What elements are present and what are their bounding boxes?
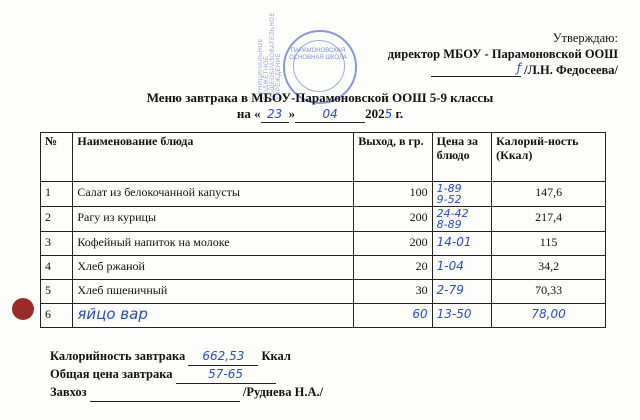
row-num: 2 xyxy=(41,207,73,232)
row-num: 5 xyxy=(41,280,73,304)
menu-title xyxy=(0,90,640,123)
row-num: 3 xyxy=(41,232,73,256)
row-name: Рагу из курицы xyxy=(73,207,354,232)
stamp-vertical-text: МУНИЦИПАЛЬНОЕ БЮДЖЕТНОЕ ОБЩЕОБРАЗОВАТЕЛЬНОЕ УЧРЕЖДЕНИЕ xyxy=(258,12,282,100)
row-num: 1 xyxy=(41,182,73,207)
handwritten-kcal: 78,00 xyxy=(531,307,566,321)
row-price xyxy=(432,232,492,256)
date-end: г. xyxy=(392,106,404,121)
header-num: № xyxy=(41,133,73,182)
row-kcal: 217,4 xyxy=(492,207,606,232)
price-1: 2-79 xyxy=(436,283,464,297)
row-kcal xyxy=(492,304,606,328)
title-line: Меню завтрака в МБОУ-Парамоновской ООШ 5-9 классы xyxy=(146,90,494,105)
row-num: 4 xyxy=(41,256,73,280)
date-mid: » xyxy=(288,106,296,121)
header-name: Наименование блюда xyxy=(73,133,354,182)
table-row xyxy=(41,280,606,304)
header-kcal: Калорий-ность (Ккал) xyxy=(492,133,606,182)
row-price xyxy=(432,256,492,280)
date-month: 04 xyxy=(295,106,365,123)
table-row xyxy=(41,232,606,256)
table-row xyxy=(41,207,606,232)
footer-manager-name: /Руднева Н.А./ xyxy=(242,385,324,399)
date-year-suffix: 5 xyxy=(384,107,393,121)
signature-blank xyxy=(431,60,521,77)
footer-kcal-label: Калорийность завтрака xyxy=(50,349,186,363)
approval-signature-line xyxy=(388,62,618,79)
row-kcal: 34,2 xyxy=(492,256,606,280)
row-kcal: 147,6 xyxy=(492,182,606,207)
price-1: 24-42 xyxy=(436,207,469,220)
price-1: 13-50 xyxy=(436,307,472,321)
row-name: Кофейный напиток на молоке xyxy=(73,232,354,256)
row-name xyxy=(73,304,354,328)
date-prefix: на « xyxy=(236,106,261,121)
row-name: Хлеб пшеничный xyxy=(73,280,354,304)
footer-manager-label: Завхоз xyxy=(50,385,87,399)
date-day: 23 xyxy=(261,106,289,123)
price-1: 1-04 xyxy=(436,259,464,273)
row-price xyxy=(432,304,492,328)
row-name: Хлеб ржаной xyxy=(73,256,354,280)
row-kcal: 115 xyxy=(492,232,606,256)
table-header-row xyxy=(41,133,606,182)
approval-name: /Л.Н. Федосеева/ xyxy=(524,63,618,77)
price-2: 9-52 xyxy=(436,193,462,206)
footer-price-label: Общая цена завтрака xyxy=(50,367,173,381)
row-name: Салат из белокочанной капусты xyxy=(73,182,354,207)
row-price xyxy=(432,182,492,207)
table-row xyxy=(41,182,606,207)
handwritten-dish: яйцо вар xyxy=(77,305,148,323)
menu-table xyxy=(40,132,606,328)
row-num: 6 xyxy=(41,304,73,328)
row-price xyxy=(432,280,492,304)
stamp-center-text: ПАРАМОНОВСКАЯ ОСНОВНАЯ ШКОЛА xyxy=(289,48,347,61)
header-output: Выход, в гр. xyxy=(354,133,432,182)
table-row xyxy=(41,304,606,328)
footer-block xyxy=(50,348,323,402)
row-output: 200 xyxy=(354,207,432,232)
row-output: 20 xyxy=(354,256,432,280)
footer-price-value: 57-65 xyxy=(176,366,276,384)
price-2: 8-89 xyxy=(436,218,462,231)
row-output: 30 xyxy=(354,280,432,304)
date-year-prefix: 202 xyxy=(365,106,385,121)
row-output: 100 xyxy=(354,182,432,207)
header-price: Цена за блюдо xyxy=(432,133,492,182)
price-1: 14-01 xyxy=(436,235,472,249)
row-output xyxy=(354,304,432,328)
signature: ƒ xyxy=(516,61,522,75)
footer-price-row xyxy=(50,366,323,384)
handwritten-output: 60 xyxy=(412,307,428,321)
approval-heading: Утверждаю: xyxy=(552,31,618,45)
footer-kcal-unit: Ккал xyxy=(261,349,291,363)
footer-kcal-row xyxy=(50,348,323,366)
red-marker-dot xyxy=(12,298,34,320)
footer-manager-row xyxy=(50,384,323,402)
footer-kcal-value: 662,53 xyxy=(188,348,258,366)
row-kcal: 70,33 xyxy=(492,280,606,304)
approval-position: директор МБОУ - Парамоновской ООШ xyxy=(387,47,618,61)
table-row xyxy=(41,256,606,280)
title-date-line xyxy=(0,106,640,123)
approval-block xyxy=(388,30,618,79)
row-output: 200 xyxy=(354,232,432,256)
row-price xyxy=(432,207,492,232)
price-1: 1-89 xyxy=(436,182,462,195)
manager-signature-blank xyxy=(90,384,240,402)
